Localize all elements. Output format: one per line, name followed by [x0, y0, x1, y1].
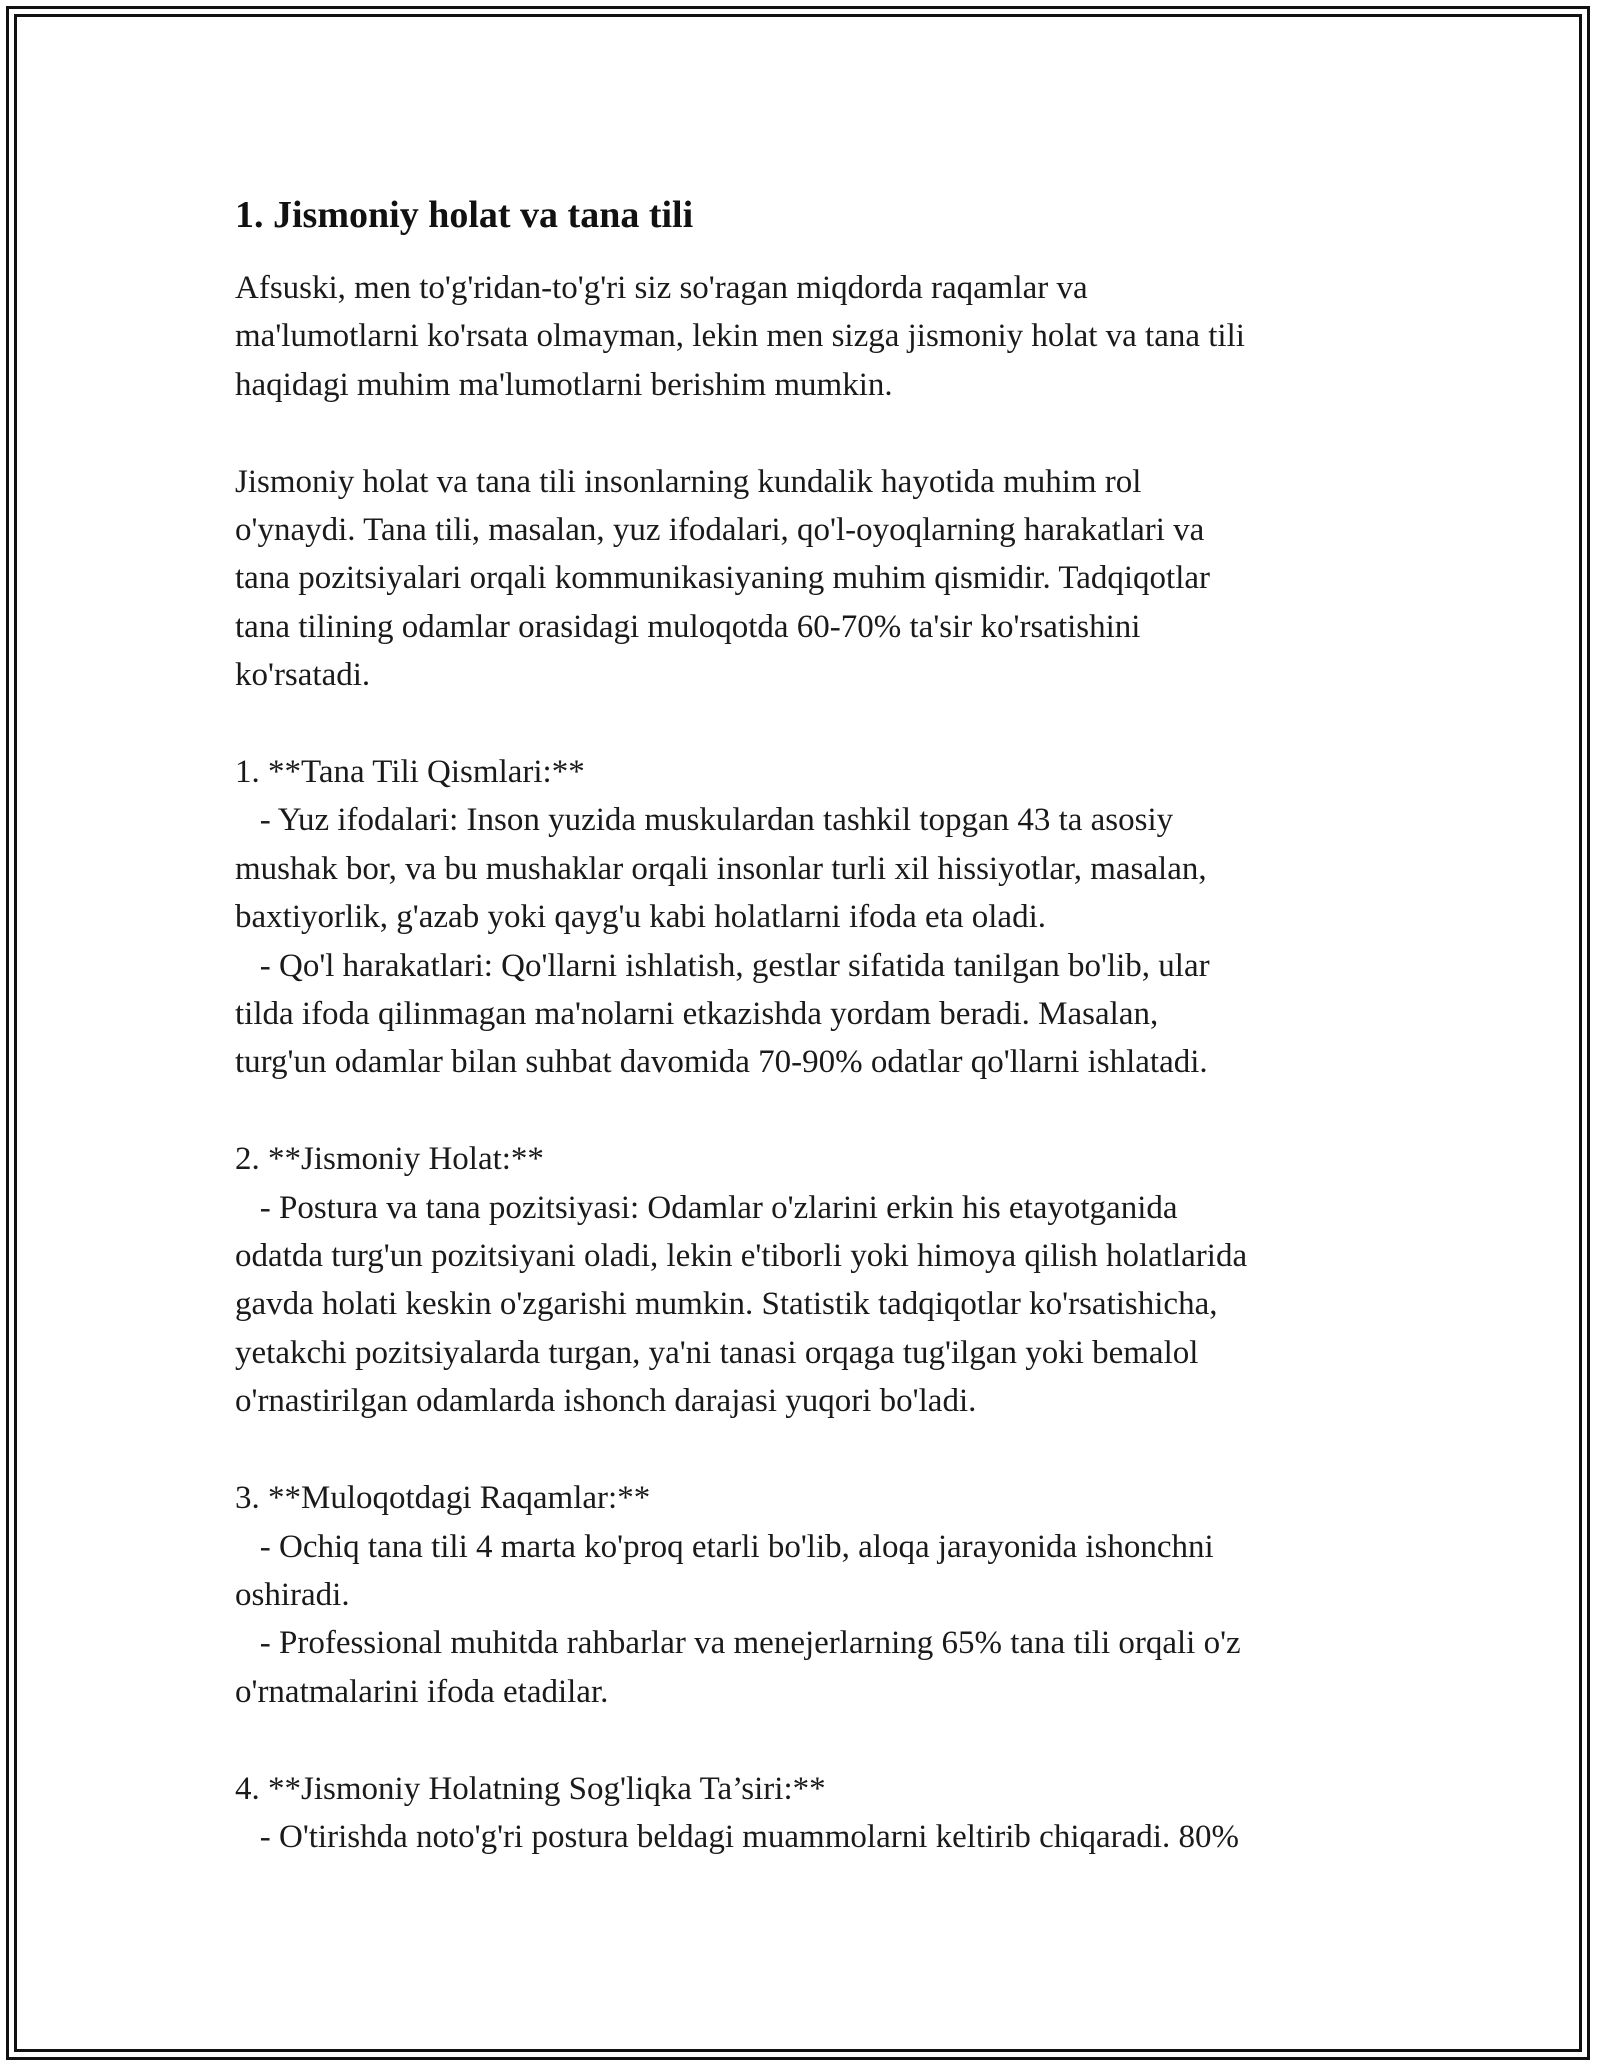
list-section-4 [235, 1765, 1385, 1862]
text-line: Jismoniy holat va tana tili insonlarning kundalik hayotida muhim rol [235, 463, 1142, 500]
list-heading: 1. **Tana Tili Qismlari:** [235, 754, 585, 791]
list-item-line: - Professional muhitda rahbarlar va menejerlarning 65% tana tili orqali o'z [235, 1625, 1241, 1662]
list-item-line: - Yuz ifodalari: Inson yuzida muskulardan tashkil topgan 43 ta asosiy [235, 802, 1174, 839]
list-section-3 [235, 1474, 1385, 1716]
list-item-line: baxtiyorlik, g'azab yoki qayg'u kabi holatlarni ifoda eta oladi. [235, 899, 1046, 936]
text-line: Afsuski, men to'g'ridan-to'g'ri siz so'ragan miqdorda raqamlar va [235, 270, 1088, 306]
list-item-line: - Ochiq tana tili 4 marta ko'proq etarli bo'lib, aloqa jarayonida ishonchni [235, 1528, 1214, 1565]
list-section-1 [235, 748, 1385, 1087]
list-item-line: mushak bor, va bu mushaklar orqali insonlar turli xil hissiyotlar, masalan, [235, 850, 1207, 887]
list-item-line: o'rnatmalarini ifoda etadilar. [235, 1673, 609, 1710]
text-line: ko'rsatadi. [235, 657, 371, 694]
list-item-line: tilda ifoda qilinmagan ma'nolarni etkazishda yordam beradi. Masalan, [235, 996, 1159, 1033]
list-item-line: yetakchi pozitsiyalarda turgan, ya'ni tanasi orqaga tug'ilgan yoki bemalol [235, 1334, 1199, 1371]
list-item-line: odatda turg'un pozitsiyani oladi, lekin e'tiborli yoki himoya qilish holatlarida [235, 1238, 1248, 1275]
list-item-line: o'rnastirilgan odamlarda ishonch darajasi yuqori bo'ladi. [235, 1383, 977, 1420]
list-item-line: gavda holati keskin o'zgarishi mumkin. Statistik tadqiqotlar ko'rsatishicha, [235, 1286, 1218, 1323]
paragraph-overview [235, 458, 1385, 700]
list-item-line: - Postura va tana pozitsiyasi: Odamlar o'zlarini erkin his etayotganida [235, 1189, 1178, 1226]
section-heading: 1. Jismoniy holat va tana tili [235, 194, 694, 236]
list-item-line: oshiradi. [235, 1576, 350, 1613]
text-line: haqidagi muhim ma'lumotlarni berishim mumkin. [235, 366, 893, 403]
list-item-line: - O'tirishda noto'g'ri postura beldagi muammolarni keltirib chiqaradi. 80% [235, 1818, 1239, 1855]
text-line: tana tilining odamlar orasidagi muloqotda 60-70% ta'sir ko'rsatishini [235, 608, 1141, 645]
list-heading: 2. **Jismoniy Holat:** [235, 1141, 544, 1178]
list-item-line: - Qo'l harakatlari: Qo'llarni ishlatish, gestlar sifatida tanilgan bo'lib, ular [235, 947, 1210, 984]
list-heading: 4. **Jismoniy Holatning Sog'liqka Ta’siri:** [235, 1770, 826, 1807]
list-heading: 3. **Muloqotdagi Raqamlar:** [235, 1480, 651, 1517]
text-line: o'ynaydi. Tana tili, masalan, yuz ifodalari, qo'l-oyoqlarning harakatlari va [235, 512, 1205, 549]
list-section-2 [235, 1135, 1385, 1425]
document-body [235, 180, 1385, 1910]
paragraph-intro [235, 264, 1385, 409]
text-line: tana pozitsiyalari orqali kommunikasiyaning muhim qismidir. Tadqiqotlar [235, 560, 1211, 597]
text-line: ma'lumotlarni ko'rsata olmayman, lekin men sizga jismoniy holat va tana tili [235, 318, 1245, 355]
list-item-line: turg'un odamlar bilan suhbat davomida 70-90% odatlar qo'llarni ishlatadi. [235, 1044, 1208, 1081]
